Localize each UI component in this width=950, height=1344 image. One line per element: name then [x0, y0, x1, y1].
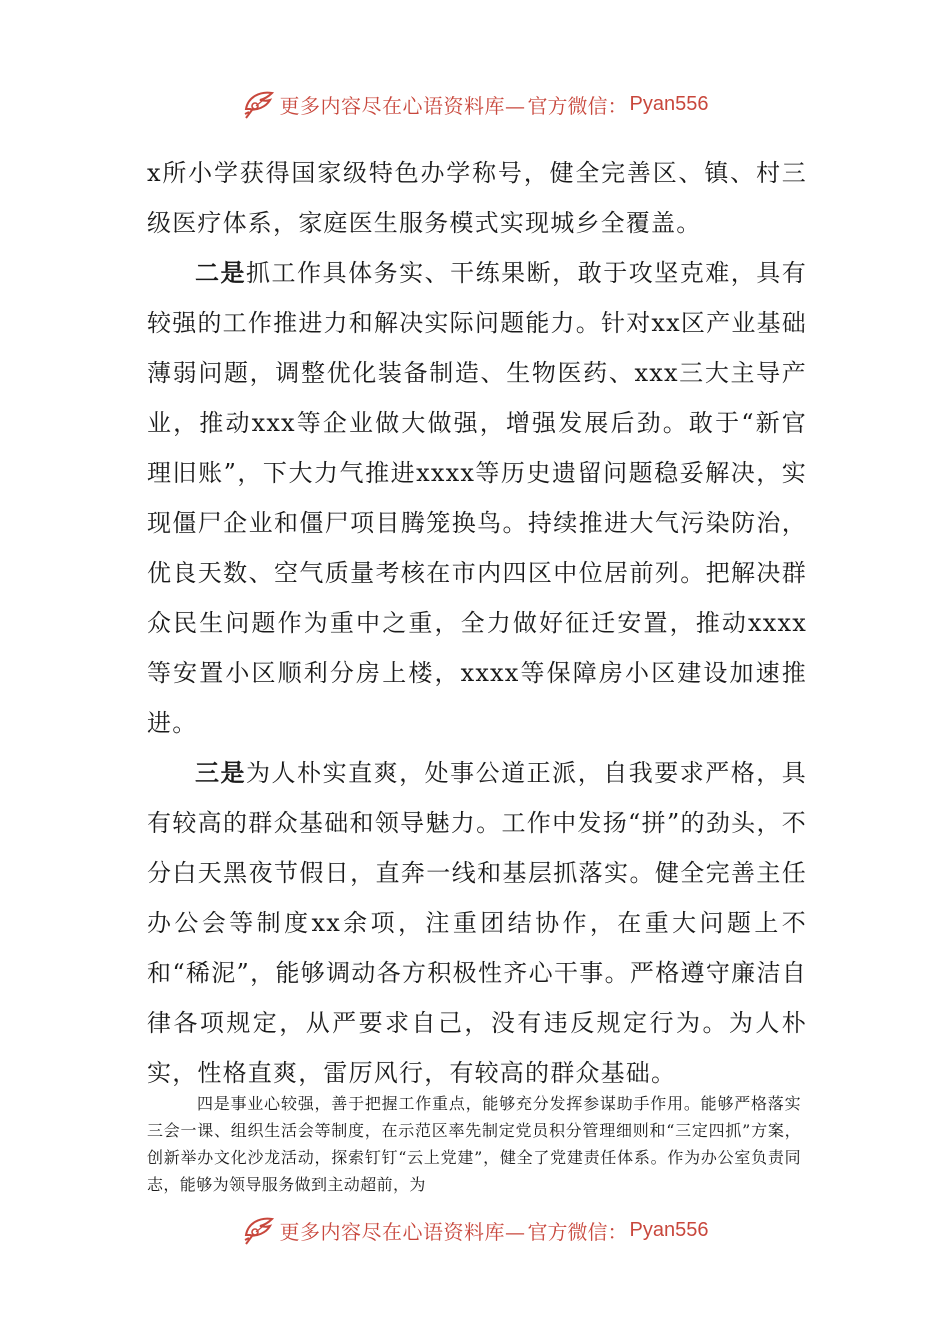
- watermark-banner-top: [0, 84, 950, 124]
- paragraph-two-lead: 二是: [195, 258, 247, 287]
- paragraph-two: [147, 248, 807, 748]
- document-body: [147, 148, 807, 1098]
- watermark-wechat-id: Pyan556: [629, 92, 709, 115]
- watermark-wechat-label: 官方微信：: [527, 1219, 628, 1244]
- watermark-brand-text: 更多内容尽在心语资料库—: [279, 1219, 526, 1244]
- watermark-brand-text: 更多内容尽在心语资料库—: [279, 93, 526, 118]
- paragraph-three-text: 为人朴实直爽，处事公道正派，自我要求严格，具有较高的群众基础和领导魅力。工作中发扬“拼”的劲头，不分白天黑夜节假日，直奔一线和基层抓落实。健全完善主任办公会等制度xx余项，注重团结协作，在重大问题上不和“稀泥”，能够调动各方积极性齐心干事。严格遵守廉洁自律各项规定，从严要求自己，没有违反规定行为。为人朴实，性格直爽，雷厉风行，有较高的群众基础。: [147, 759, 807, 1087]
- paragraph-three: [147, 748, 807, 1098]
- paragraph-two-text: 抓工作具体务实、干练果断，敢于攻坚克难，具有较强的工作推进力和解决实际问题能力。针对xx区产业基础薄弱问题，调整优化装备制造、生物医药、xxx三大主导产业，推动xxx等企业做大做强，增强发展后劲。敢于“新官理旧账”，下大力气推进xxxx等历史遗留问题稳妥解决，实现僵尸企业和僵尸项目腾笼换鸟。持续推进大气污染防治，优良天数、空气质量考核在市内四区中位居前列。把解决群众民生问题作为重中之重，全力做好征迁安置，推动xxxx等安置小区顺利分房上楼，xxxx等保障房小区建设加速推进。: [147, 259, 807, 737]
- pen-nib-logo-icon: [242, 87, 276, 121]
- paragraph-three-lead: 三是: [195, 758, 247, 787]
- watermark-wechat-label: 官方微信：: [527, 93, 628, 118]
- watermark-banner-bottom: [0, 1210, 950, 1250]
- small-print-section: [147, 1090, 801, 1198]
- paragraph-four: 四是事业心较强，善于把握工作重点，能够充分发挥参谋助手作用。能够严格落实三会一课、组织生活会等制度，在示范区率先制定党员积分管理细则和“三定四抓”方案，创新举办文化沙龙活动，探索钉钉“云上党建”，健全了党建责任体系。作为办公室负责同志，能够为领导服务做到主动超前，为: [147, 1094, 801, 1194]
- pen-nib-logo-icon: [242, 1213, 276, 1247]
- watermark-wechat-id: Pyan556: [629, 1218, 709, 1241]
- intro-continuation-paragraph: x所小学获得国家级特色办学称号，健全完善区、镇、村三级医疗体系，家庭医生服务模式实现城乡全覆盖。: [147, 159, 807, 237]
